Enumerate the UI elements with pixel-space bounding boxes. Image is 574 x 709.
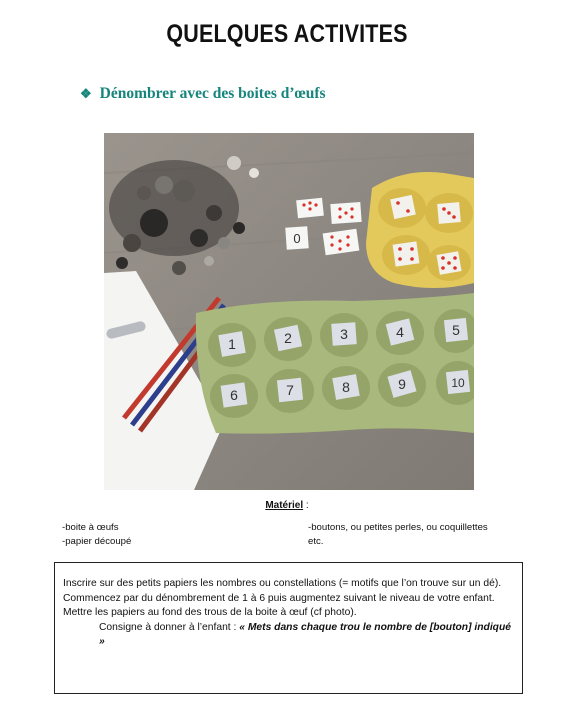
green-egg-tray: [196, 293, 474, 434]
consigne-quote: « Mets dans chaque trou le nombre de [bouton] indiqué »: [99, 621, 511, 647]
paper-label-4: 4: [396, 324, 404, 340]
paper-label-10: 10: [451, 376, 465, 390]
materials-heading-label: Matériel: [265, 500, 304, 511]
paper-label-5: 5: [452, 322, 460, 338]
paper-label-0: 0: [293, 231, 301, 246]
materials-heading: [0, 500, 574, 511]
page-title: QUELQUES ACTIVITES: [166, 20, 408, 48]
diamond-bullet-icon: ❖: [80, 86, 92, 101]
paper-label-9: 9: [398, 376, 406, 392]
list-item: etc.: [308, 536, 324, 547]
instruction-line: Commencez par du dénombrement de 1 à 6 puis augmentez suivant le niveau de votre enfant.: [63, 592, 495, 604]
materials-heading-suffix: :: [303, 500, 309, 511]
list-item: -papier découpé: [62, 536, 132, 547]
paper-label-1: 1: [228, 336, 236, 352]
consigne-prefix: Consigne à donner à l’enfant :: [99, 621, 240, 633]
paper-label-2: 2: [284, 330, 292, 346]
section-heading-text: Dénombrer avec des boites d’œufs: [99, 85, 326, 102]
list-item: -boite à œufs: [62, 522, 119, 533]
instruction-consigne: [63, 621, 514, 650]
section-heading: [80, 85, 326, 103]
activity-photo: [104, 133, 474, 490]
yellow-egg-tray: [366, 172, 474, 288]
instruction-line: Inscrire sur des petits papiers les nombres ou constellations (= motifs que l’on trouve sur un dé).: [63, 578, 502, 589]
instructions-box: [54, 562, 523, 694]
paper-label-6: 6: [230, 387, 238, 403]
paper-label-8: 8: [342, 379, 350, 395]
list-item: -boutons, ou petites perles, ou coquillettes: [308, 522, 488, 533]
materials-list-left: [62, 521, 131, 549]
paper-label-3: 3: [340, 326, 348, 342]
instruction-line: Mettre les papiers au fond des trous de la boite à œuf (cf photo).: [63, 607, 357, 618]
materials-list-right: [308, 521, 488, 549]
paper-label-7: 7: [286, 382, 294, 398]
